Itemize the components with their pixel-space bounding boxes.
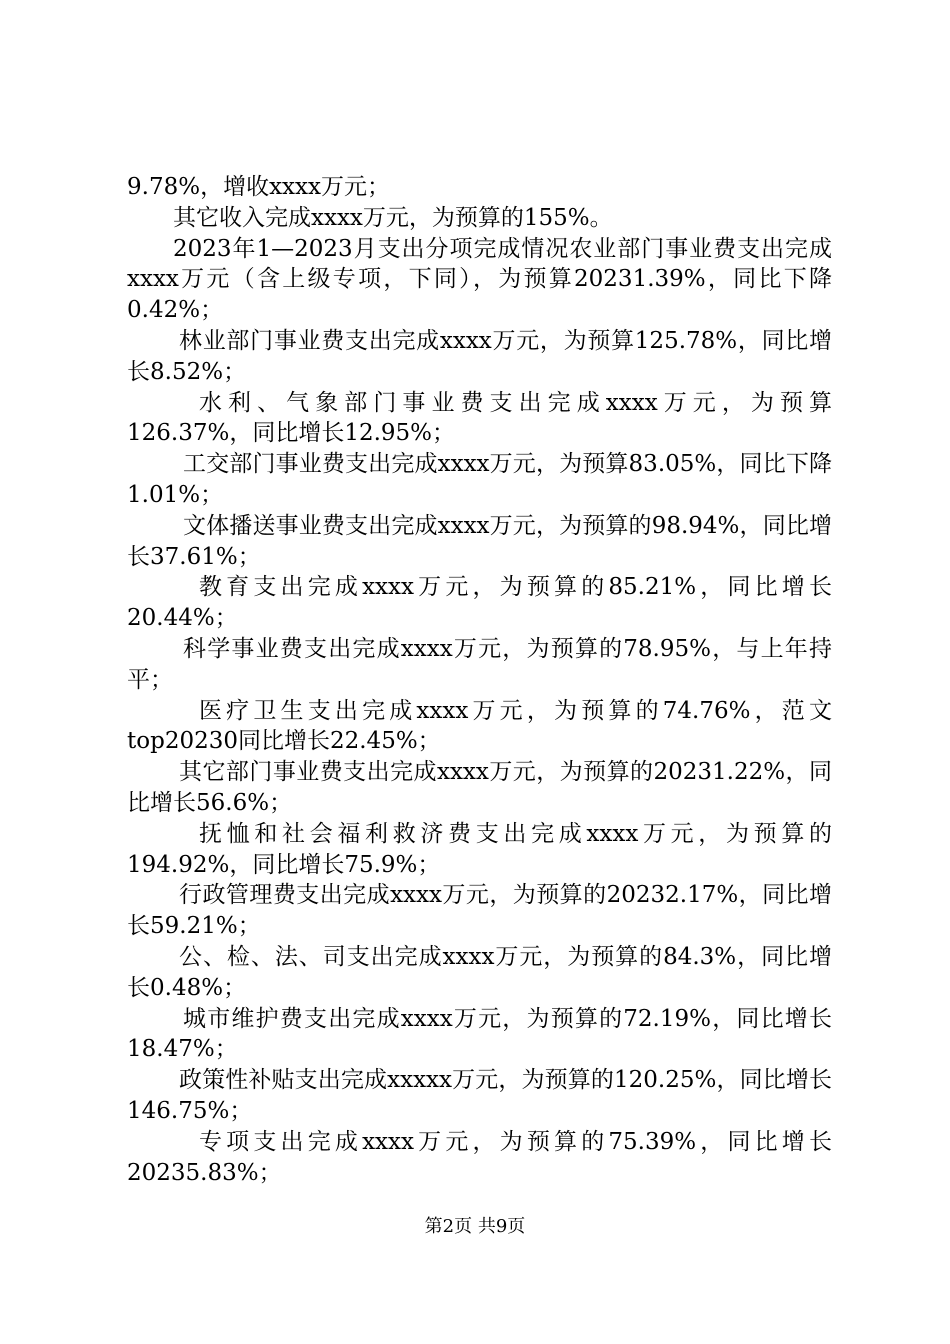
paragraph: 2023年1—2023月支出分项完成情况农业部门事业费支出完成xxxx万元（含上级专项，下同），为预算20231.39%，同比下降0.42%； — [127, 235, 832, 324]
paragraph: 行政管理费支出完成xxxx万元，为预算的20232.17%，同比增长59.21%； — [127, 882, 832, 940]
paragraph: 其它收入完成xxxx万元，为预算的155%。 — [173, 204, 613, 231]
paragraph: 教育支出完成xxxx万元，为预算的85.21%，同比增长20.44%； — [127, 574, 832, 632]
paragraph: 科学事业费支出完成xxxx万元，为预算的78.95%，与上年持平； — [127, 635, 832, 693]
paragraph: 林业部门事业费支出完成xxxx万元，为预算125.78%，同比增长8.52%； — [127, 327, 832, 385]
paragraph: 抚恤和社会福利救济费支出完成xxxx万元，为预算的194.92%，同比增长75.9%； — [127, 820, 832, 878]
paragraph: 工交部门事业费支出完成xxxx万元，为预算83.05%，同比下降1.01%； — [127, 451, 832, 508]
paragraph: 公、检、法、司支出完成xxxx万元，为预算的84.3%，同比增长0.48%； — [127, 943, 832, 1001]
paragraph: 9.78%，增收xxxx万元； — [127, 174, 390, 200]
paragraph: 城市维护费支出完成xxxx万元，为预算的72.19%，同比增长18.47%； — [127, 1005, 832, 1063]
paragraph: 医疗卫生支出完成xxxx万元，为预算的74.76%，范文top20230同比增长22.45%； — [127, 697, 832, 755]
paragraph: 专项支出完成xxxx万元，为预算的75.39%，同比增长20235.83%； — [127, 1128, 832, 1186]
paragraph: 水利、气象部门事业费支出完成xxxx万元，为预算126.37%，同比增长12.95%； — [127, 389, 832, 447]
paragraph: 政策性补贴支出完成xxxxx万元，为预算的120.25%，同比增长146.75%； — [127, 1067, 832, 1124]
page-footer: 第2页 共9页 — [424, 1216, 526, 1237]
document-body — [127, 172, 832, 1188]
paragraph: 其它部门事业费支出完成xxxx万元，为预算的20231.22%，同比增长56.6%； — [127, 759, 832, 816]
paragraph: 文体播送事业费支出完成xxxx万元，为预算的98.94%，同比增长37.61%； — [127, 512, 832, 570]
